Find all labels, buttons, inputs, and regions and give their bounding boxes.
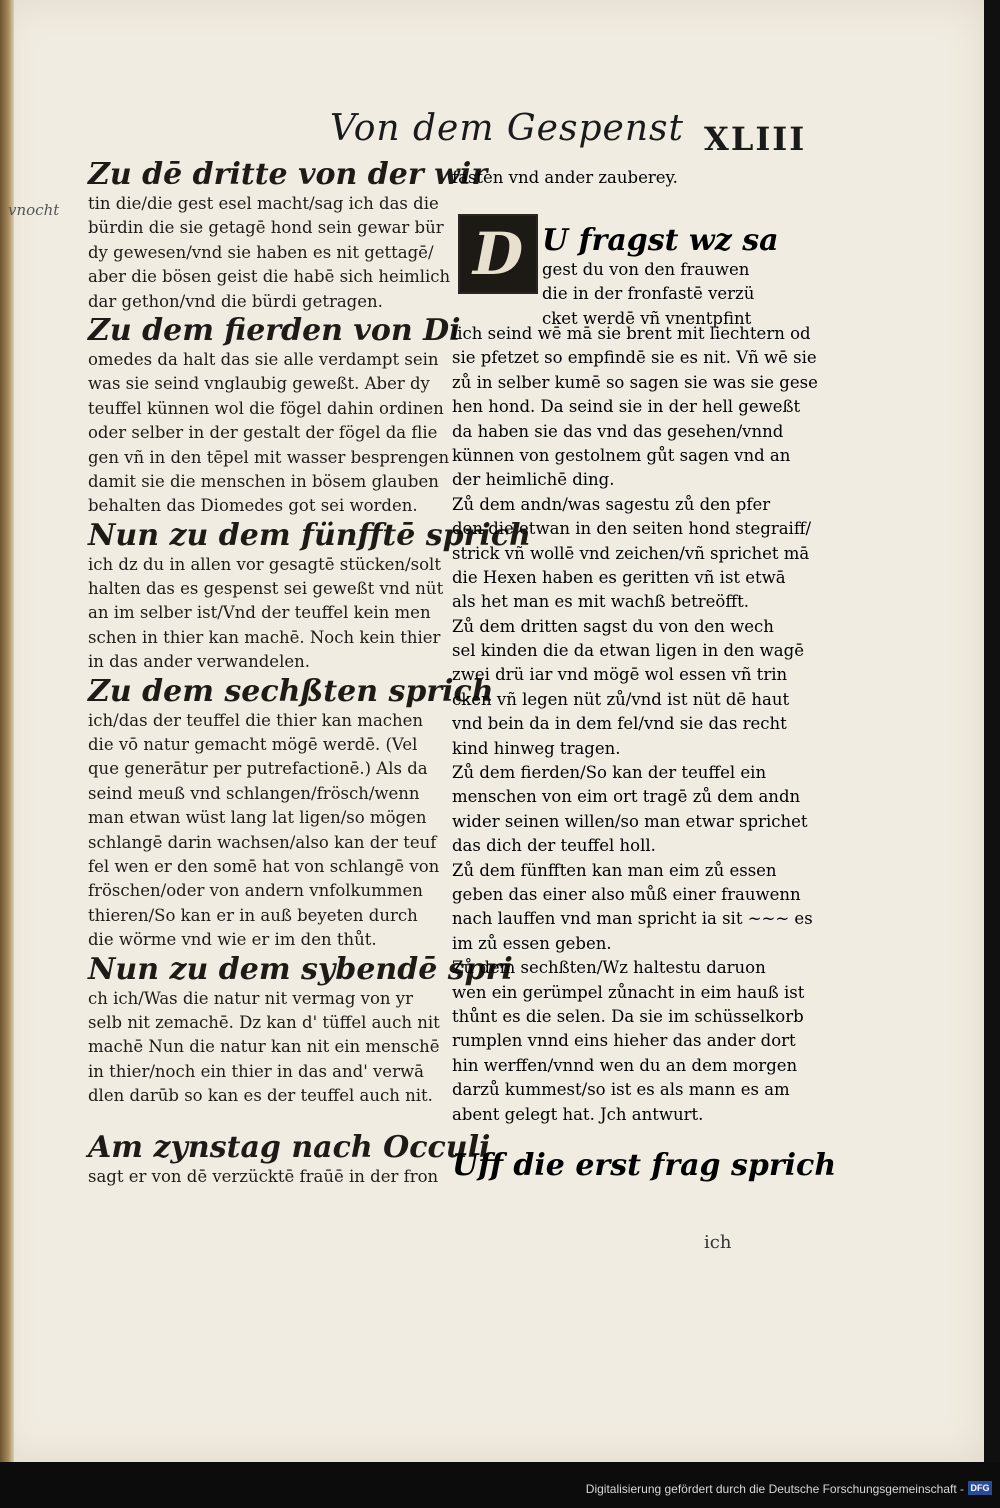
text-line: Zů dem dritten sagst du von den wech	[452, 616, 774, 636]
text-line: was sie seind vnglaubig geweßt. Aber dy	[88, 374, 430, 394]
text-line: die in der fronfastē verzü	[542, 284, 755, 304]
paragraph-gap	[88, 1109, 433, 1131]
text-line: schen in thier kan machē. Noch kein thier	[88, 627, 441, 647]
text-line: omedes da halt das sie alle verdampt sein	[88, 349, 439, 369]
text-line: strick vñ wollē vnd zeichen/vñ sprichet mā	[452, 543, 810, 563]
section-heading: U fragst wz sa	[542, 223, 779, 258]
text-line: in thier/noch ein thier in das and' verwā	[88, 1061, 424, 1081]
folio-number: XLIII	[704, 120, 807, 158]
text-line: vnd bein da in dem fel/vnd sie das recht	[452, 714, 787, 734]
text-line: zwei drü iar vnd mögē wol essen vñ trin	[452, 665, 788, 685]
text-line: cken vñ legen nüt zů/vnd ist nüt dē haut	[452, 689, 790, 709]
text-line: an im selber ist/Vnd der teuffel kein men	[88, 603, 431, 623]
text-line: künnen von gestolnem gůt sagen vnd an	[452, 445, 791, 465]
section-heading: Zu dē dritte von der wir	[88, 157, 488, 192]
text-line: menschen von eim ort tragē zů dem andn	[452, 787, 801, 807]
text-line: selb nit zemachē. Dz kan d' tüffel auch nit	[88, 1012, 440, 1032]
text-line: hin werffen/vnnd wen du an dem morgen	[452, 1055, 798, 1075]
text-line: das dich der teuffel holl.	[452, 836, 656, 856]
text-line: bürdin die sie getagē hond sein gewar bür	[88, 218, 444, 238]
text-line: wen ein gerümpel zůnacht in eim hauß ist	[452, 982, 805, 1002]
catchword: ich	[704, 1232, 732, 1253]
footer-credit: Digitalisierung gefördert durch die Deutsche Forschungsgemeinschaft -	[585, 1482, 964, 1496]
text-line: den die etwan in den seiten hond stegraiff/	[452, 519, 812, 539]
text-line: damit sie die menschen in bösem glauben	[88, 471, 439, 491]
page-outer-edge	[984, 0, 1000, 1462]
text-line: cket werdē vñ vnentpfint	[542, 308, 752, 328]
text-line: Zů dem sechßten/Wz haltestu daruon	[452, 958, 766, 978]
section-heading: Nun zu dem fünfftē sprich	[88, 517, 531, 553]
text-line: als het man es mit wachß betreöfft.	[452, 592, 749, 612]
margin-annotation: vnocht	[8, 201, 60, 219]
text-line: nach lauffen vnd man spricht ia sit ~~~ es	[452, 909, 813, 929]
text-line: die Hexen haben es geritten vñ ist etwā	[452, 567, 786, 587]
text-line: schlangē darin wachsen/also kan der teuf	[88, 832, 437, 852]
text-line: tin die/die gest esel macht/sag ich das die	[88, 194, 439, 213]
text-line: fröschen/oder von andern vnfolkummen	[88, 881, 423, 901]
section-heading: Uff die erst frag sprich	[452, 1147, 837, 1183]
text-line: Zů dem fierden/So kan der teuffel ein	[452, 763, 767, 783]
text-line: man etwan wüst lang lat ligen/so mögen	[88, 808, 427, 828]
right-column-top	[452, 166, 792, 190]
section-heading: Nun zu dem sybendē spri	[88, 951, 513, 987]
text-line: Zů dem fünfften kan man eim zů essen	[452, 860, 777, 880]
text-line: Zů dem andn/was sagestu zů den pfer	[452, 494, 771, 514]
text-line: machē Nun die natur kan nit ein menschē	[88, 1037, 440, 1057]
text-line: halten das es gespenst sei geweßt vnd nüt	[88, 579, 444, 599]
text-line: sagt er von dē verzücktē fraūē in der fron	[88, 1166, 439, 1186]
decorated-initial	[458, 214, 538, 294]
text-line: dlen darūb so kan es der teuffel auch nit.	[88, 1086, 433, 1106]
text-line: ich/das der teuffel die thier kan machen	[88, 710, 424, 730]
text-line: zů in selber kumē so sagen sie was sie gese	[452, 372, 818, 392]
text-line: thieren/So kan er in auß beyeten durch	[88, 905, 418, 925]
section-heading: Am zynstag nach Occuli	[88, 1129, 491, 1165]
dfg-logo: DFG	[968, 1481, 992, 1495]
text-line: gen vñ in den tēpel mit wasser besprengen	[88, 447, 450, 467]
text-line: dy gewesen/vnd sie haben es nit gettagē/	[88, 242, 434, 262]
text-line: sel kinden die da etwan ligen in den wagē	[452, 641, 804, 661]
footer-bar	[0, 1462, 1000, 1508]
text-line: geben das einer also můß einer frauwenn	[452, 884, 801, 904]
text-line: sie pfetzet so empfindē sie es nit. Vñ wē sie	[452, 348, 817, 368]
left-text-column	[88, 157, 531, 1189]
right-column-opening	[542, 224, 792, 331]
section-heading: Zu dem fierden von Di	[88, 312, 461, 348]
text-line: que generātur per putrefactionē.) Als da	[88, 759, 428, 779]
text-line: gest du von den frauwen	[542, 260, 750, 279]
book-spine-edge	[0, 0, 14, 1462]
text-line: der heimlichē ding.	[452, 470, 615, 490]
text-line: kind hinweg tragen.	[452, 738, 621, 758]
text-line: ch ich/Was die natur nit vermag von yr	[88, 988, 413, 1008]
text-line: hen hond. Da seind sie in der hell geweßt	[452, 397, 801, 417]
right-text-column	[452, 322, 837, 1183]
initial-letter: D	[472, 220, 524, 288]
text-line: ich dz du in allen vor gesagtē stücken/solt	[88, 554, 441, 574]
text-line: in das ander verwandelen.	[88, 652, 310, 672]
text-line: dar gethon/vnd die bürdi getragen.	[88, 291, 383, 311]
text-line: teuffel künnen wol die fögel dahin ordinen	[88, 398, 444, 418]
text-line: oder selber in der gestalt der fögel da flie	[88, 423, 438, 443]
section-heading: Zu dem sechßten sprich	[88, 673, 494, 709]
text-line: seind meuß vnd schlangen/frösch/wenn	[88, 783, 420, 803]
text-line: rumplen vnnd eins hieher das ander dort	[452, 1031, 796, 1051]
text-line: abent gelegt hat. Jch antwurt.	[452, 1104, 704, 1124]
paragraph-gap	[452, 1127, 792, 1149]
text-line: die vō natur gemacht mögē werdē. (Vel	[88, 735, 418, 755]
text-line: im zů essen geben.	[452, 933, 612, 953]
text-line: fel wen er den somē hat von schlangē von	[88, 856, 440, 876]
text-line: die wörme vnd wie er im den thůt.	[88, 930, 377, 950]
text-line: darzů kummest/so ist es als mann es am	[452, 1080, 790, 1100]
text-line: lich seind wē mā sie brent mit liechtern od	[452, 324, 811, 343]
text-line: thůnt es die selen. Da sie im schüsselkorb	[452, 1006, 804, 1026]
text-line: da haben sie das vnd das gesehen/vnnd	[452, 421, 784, 441]
running-head: Von dem Gespenst	[330, 108, 684, 149]
text-line: behalten das Diomedes got sei worden.	[88, 496, 418, 516]
text-line: wider seinen willen/so man etwar sprichet	[452, 811, 808, 831]
text-line: aber die bösen geist die habē sich heimlich	[88, 267, 451, 287]
text-line: fasten vnd ander zauberey.	[452, 168, 678, 187]
